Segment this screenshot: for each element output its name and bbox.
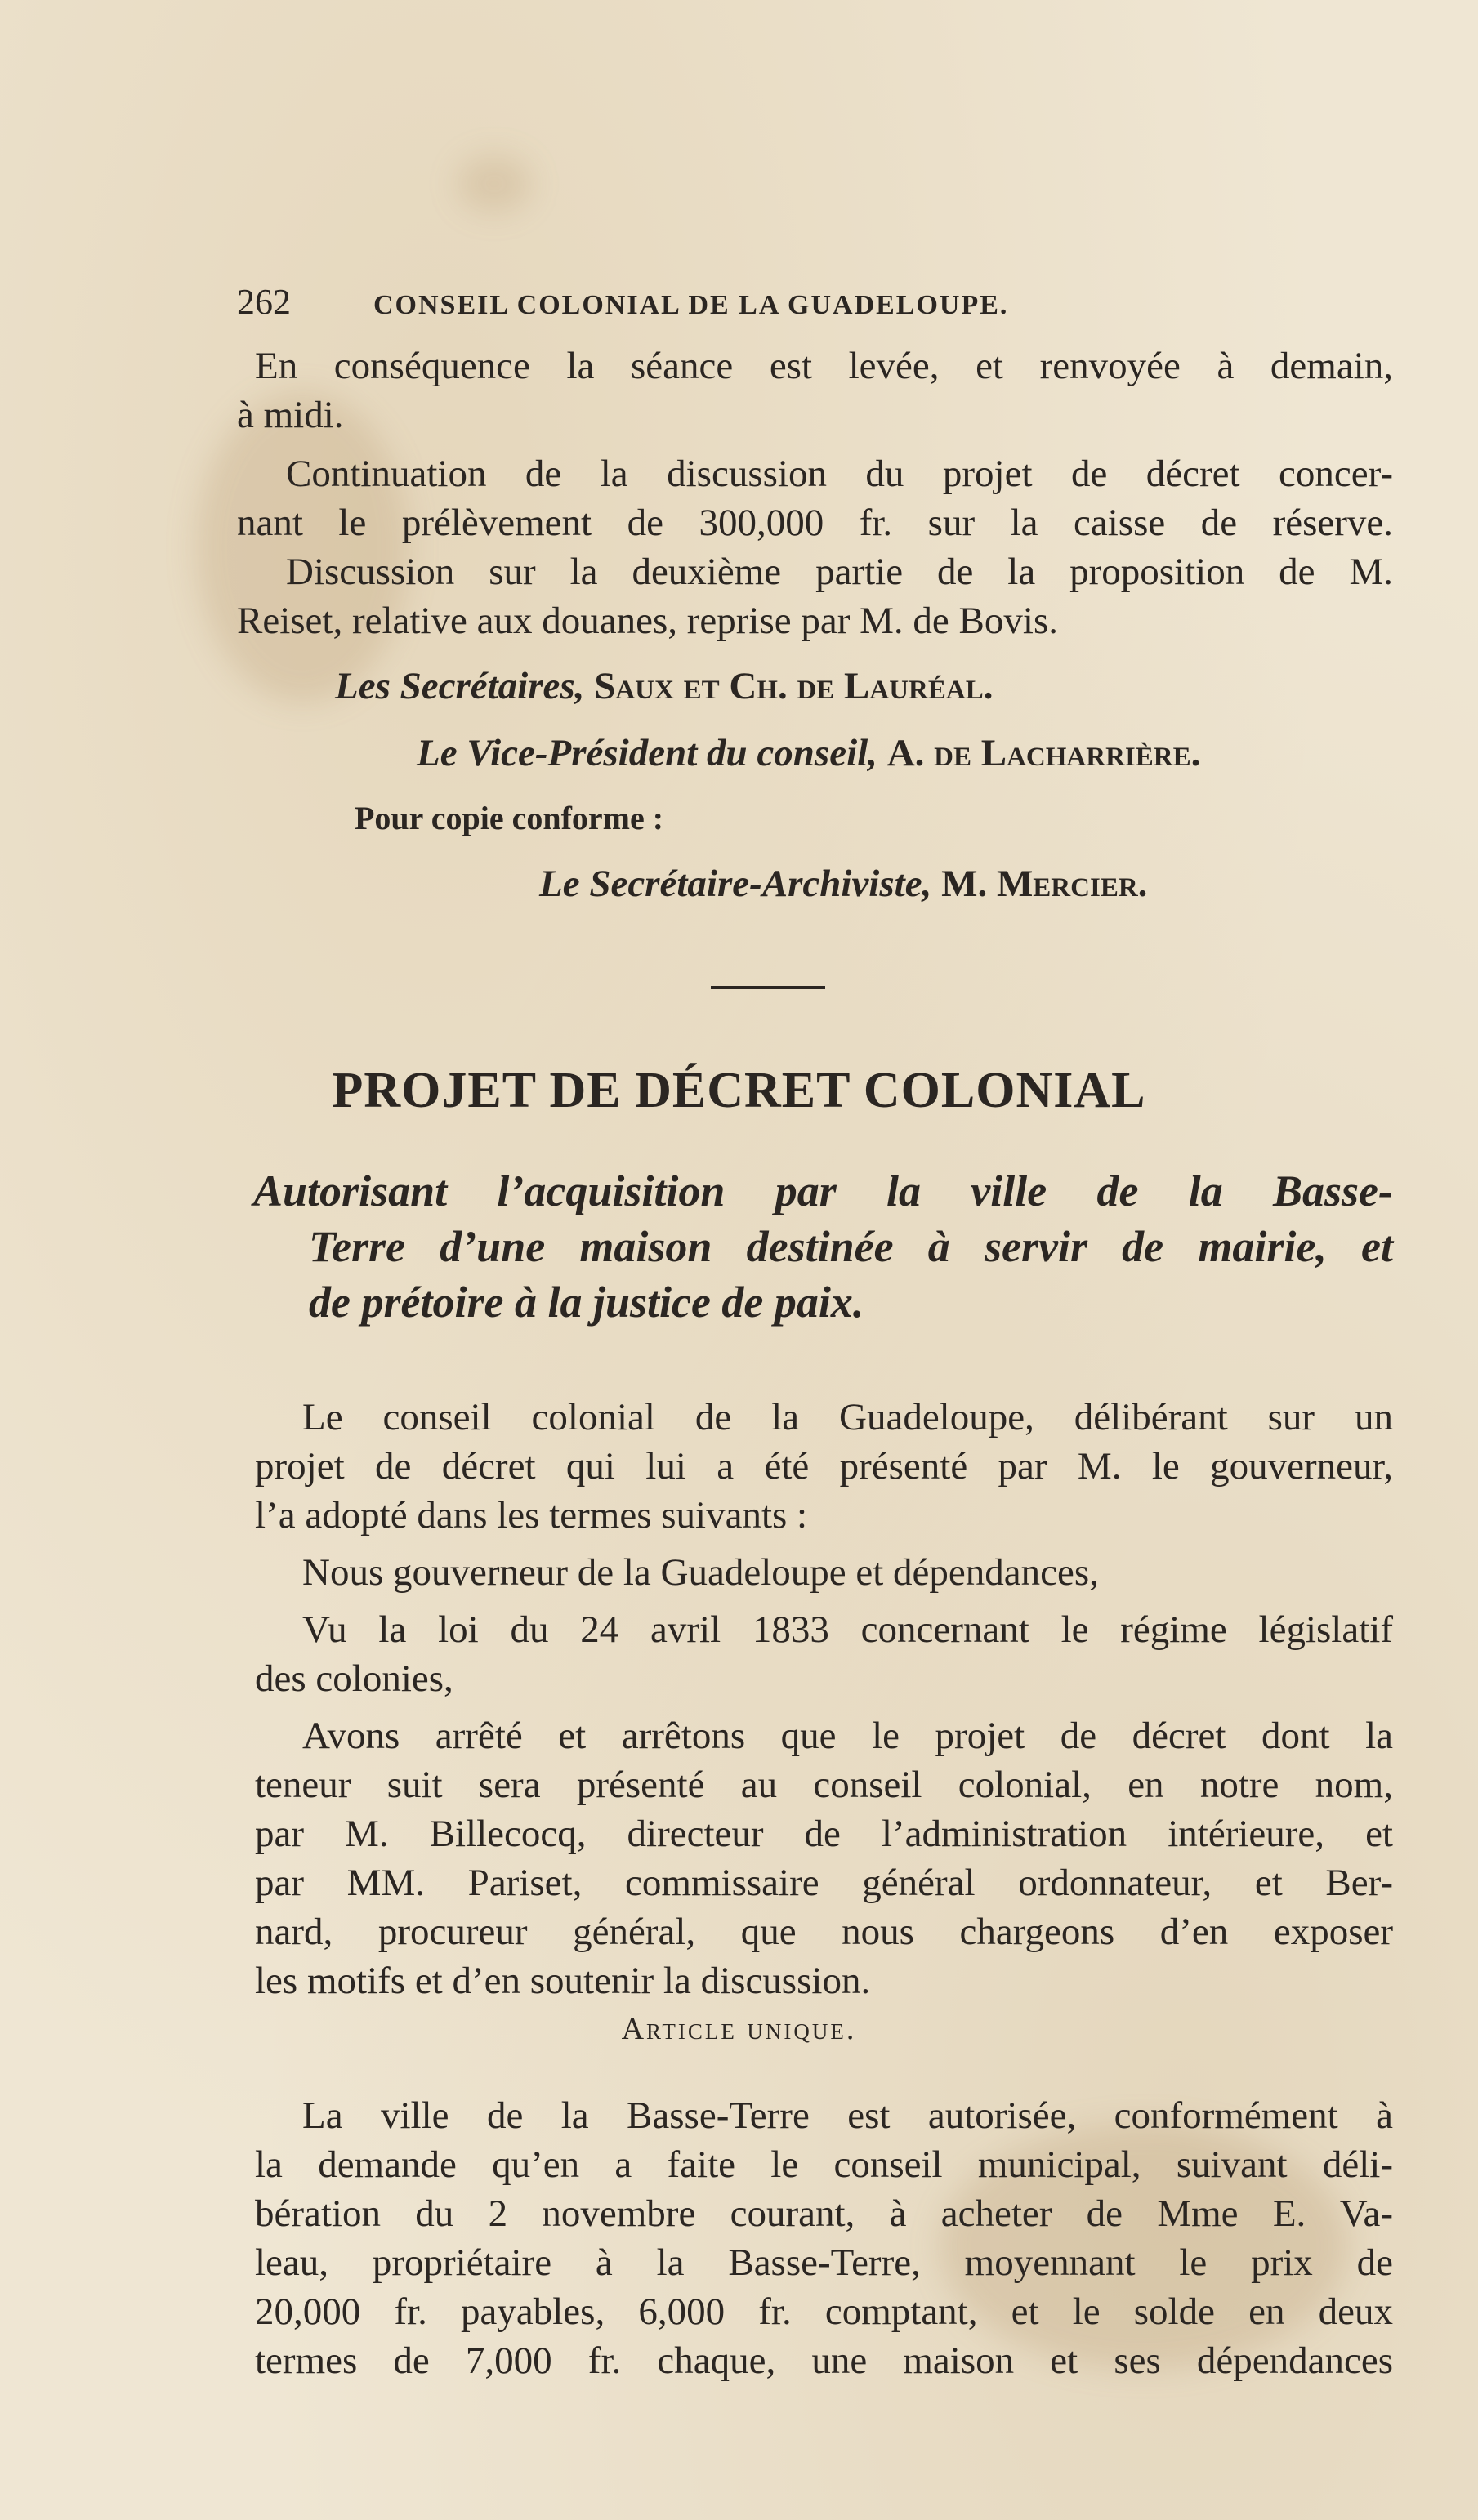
body-line: l’a adopté dans les termes suivants : — [255, 1494, 808, 1537]
article-line: leau, propriétaire à la Basse-Terre, moyennant le prix de — [255, 2241, 1393, 2284]
article-heading: Article unique. — [621, 2012, 857, 2046]
article-line: La ville de la Basse-Terre est autorisée, conformément à — [302, 2094, 1393, 2137]
session-line: Discussion sur la deuxième partie de la proposition de M. — [286, 551, 1393, 593]
signature-secretaires — [335, 662, 1473, 711]
body-line: par M. Billecocq, directeur de l’administration intérieure, et — [255, 1813, 1393, 1855]
body-line: teneur suit sera présenté au conseil colonial, en notre nom, — [255, 1764, 1393, 1806]
signature-vice-president — [417, 729, 1478, 778]
archiviste-name: M. Mercier. — [941, 863, 1148, 905]
session-line: Reiset, relative aux douanes, reprise par M. de Bovis. — [237, 600, 1058, 642]
archiviste-label: Le Secrétaire-Archiviste, — [539, 863, 932, 905]
body-line: Le conseil colonial de la Guadeloupe, délibérant sur un — [302, 1396, 1393, 1438]
body-line: les motifs et d’en soutenir la discussion. — [255, 1960, 871, 2002]
article-line: termes de 7,000 fr. chaque, une maison et ses dépendances — [255, 2339, 1393, 2382]
running-header — [237, 278, 1136, 330]
body-line: par MM. Pariset, commissaire général ordonnateur, et Ber- — [255, 1862, 1393, 1904]
page-number: 262 — [237, 282, 291, 322]
section-divider — [711, 986, 825, 989]
decree-subtitle-line: Autorisant l’acquisition par la ville de la Basse- — [253, 1166, 1393, 1215]
secretaires-label: Les Secrétaires, — [335, 665, 585, 707]
body-line: nard, procureur général, que nous chargeons d’en exposer — [255, 1911, 1393, 1953]
secretaires-names: Saux et Ch. de Lauréal. — [594, 665, 994, 707]
session-line: Continuation de la discussion du projet de décret concer- — [286, 453, 1393, 495]
body-line: des colonies, — [255, 1657, 453, 1700]
session-line: nant le prélèvement de 300,000 fr. sur la caisse de réserve. — [237, 502, 1393, 544]
body-line: projet de décret qui lui a été présenté par M. le gouverneur, — [255, 1445, 1393, 1487]
session-line: à midi. — [237, 394, 344, 436]
article-line: 20,000 fr. payables, 6,000 fr. comptant, et le solde en deux — [255, 2290, 1393, 2333]
signature-archiviste — [539, 859, 1478, 908]
running-head-title: CONSEIL COLONIAL DE LA GUADELOUPE. — [373, 290, 1009, 320]
decree-title: PROJET DE DÉCRET COLONIAL — [332, 1063, 1146, 1118]
vice-president-name: A. de Lacharrière. — [886, 732, 1201, 774]
decree-subtitle-line: de prétoire à la justice de paix. — [309, 1278, 864, 1327]
body-line: Avons arrêté et arrêtons que le projet de décret dont la — [302, 1715, 1393, 1757]
copie-conforme: Pour copie conforme : — [355, 800, 664, 836]
body-line: Nous gouverneur de la Guadeloupe et dépendances, — [302, 1551, 1099, 1594]
session-line: En conséquence la séance est levée, et renvoyée à demain, — [255, 345, 1393, 387]
article-line: bération du 2 novembre courant, à acheter de Mme E. Va- — [255, 2192, 1393, 2235]
article-line: la demande qu’en a faite le conseil municipal, suivant déli- — [255, 2143, 1393, 2186]
decree-subtitle-line: Terre d’une maison destinée à servir de mairie, et — [309, 1222, 1393, 1271]
body-line: Vu la loi du 24 avril 1833 concernant le régime législatif — [302, 1608, 1393, 1651]
foxing-stain — [458, 155, 531, 212]
vice-president-label: Le Vice-Président du conseil, — [417, 732, 877, 774]
